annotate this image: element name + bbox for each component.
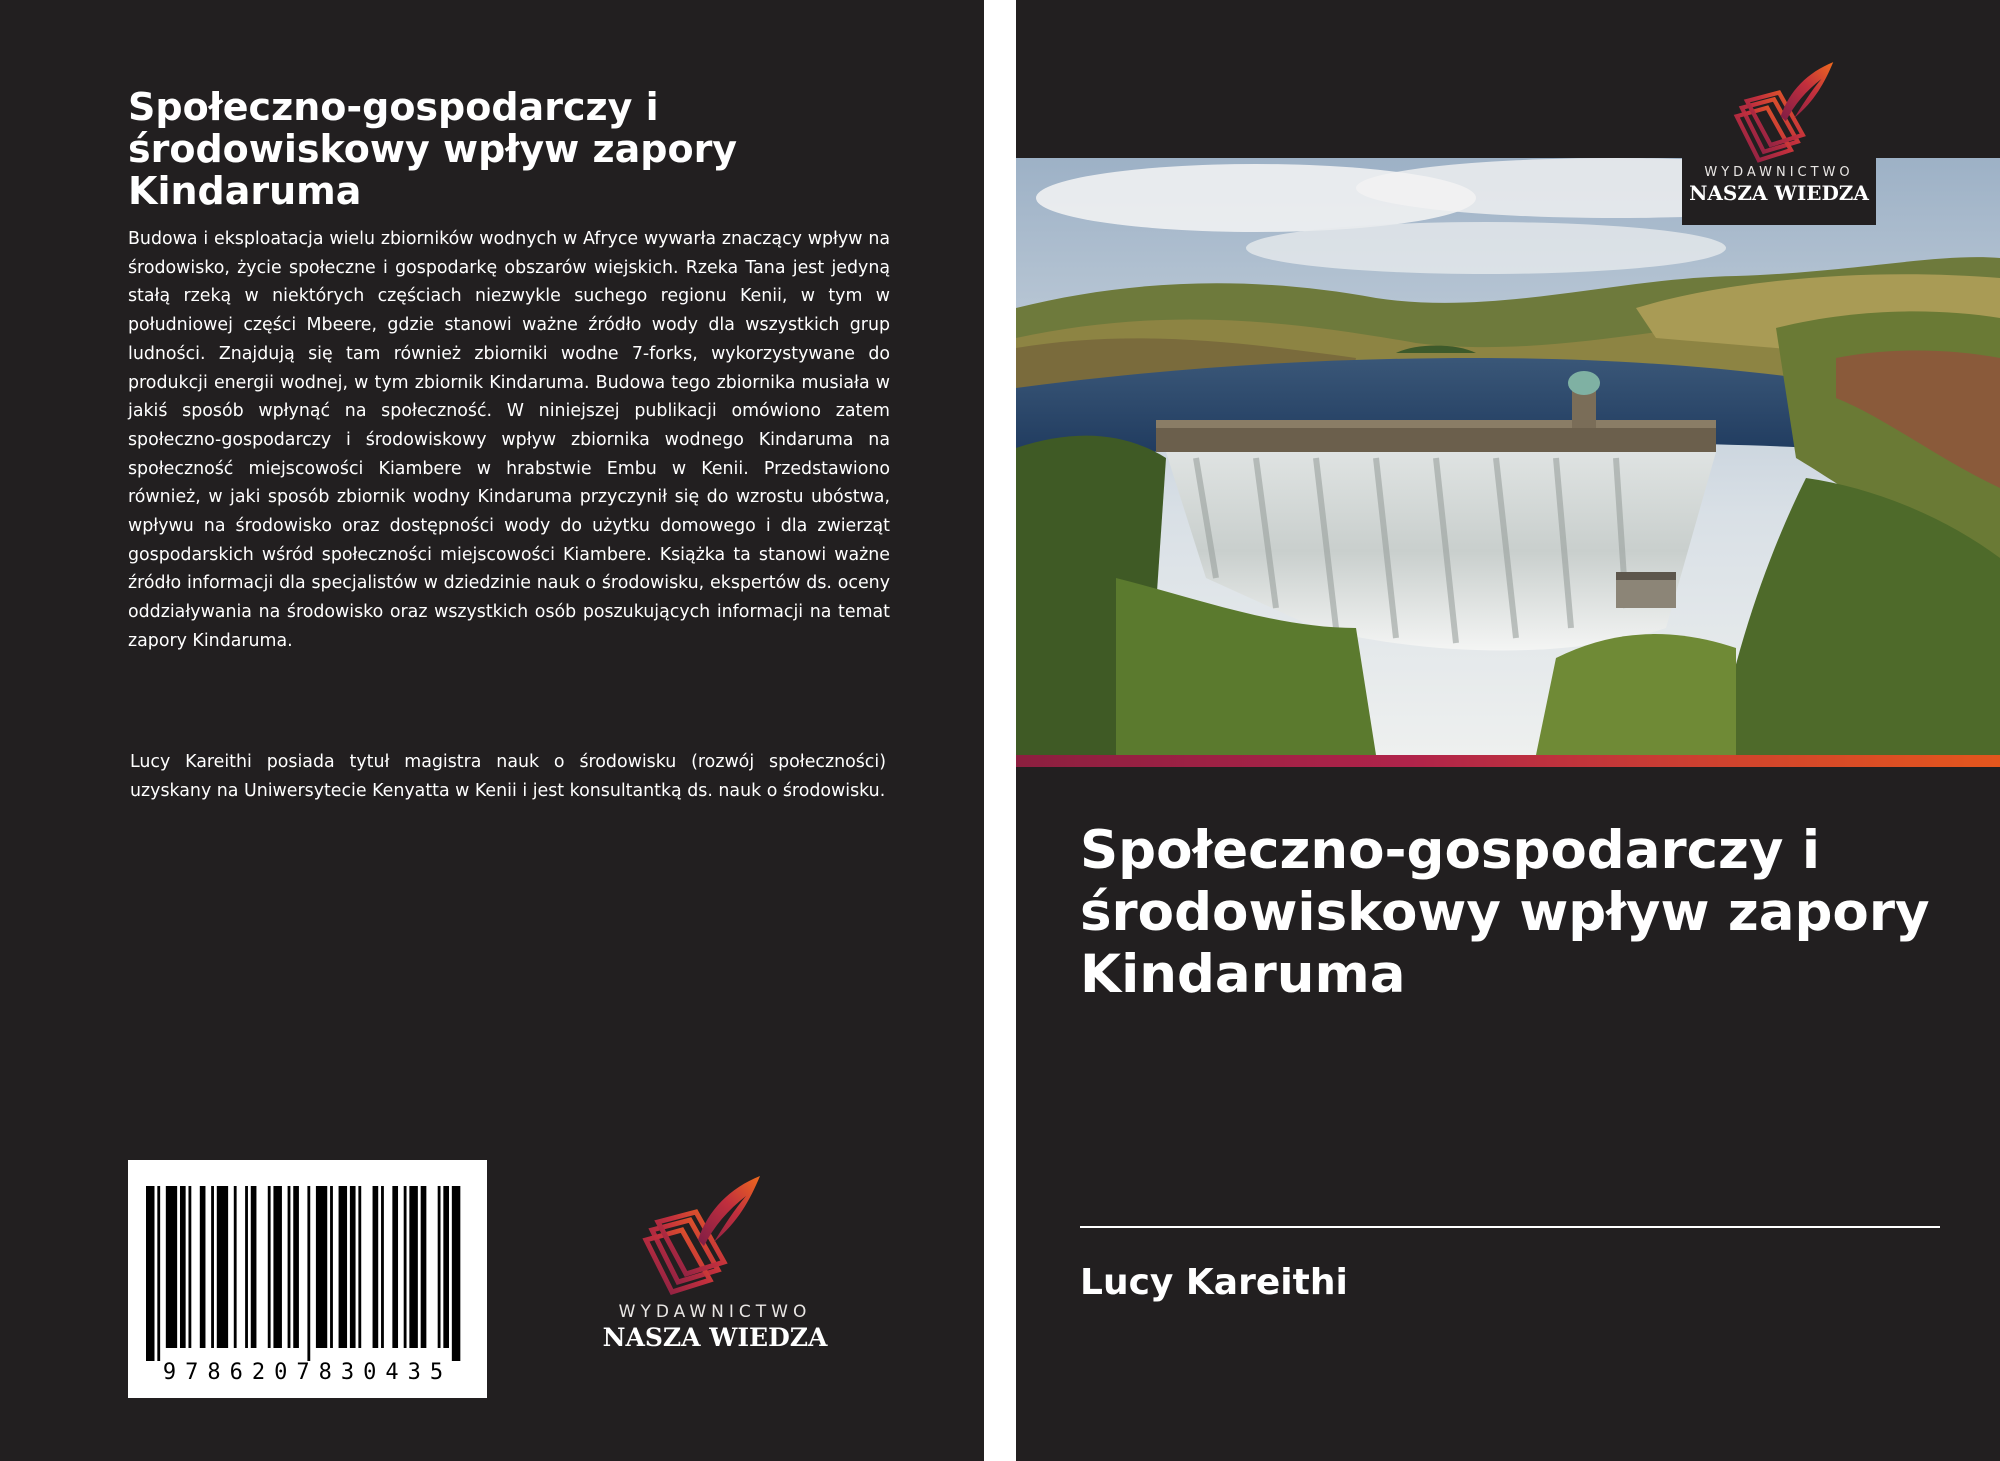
barcode-bar <box>234 1186 237 1348</box>
publisher-logo-line2: NASZA WIEDZA <box>1689 181 1869 205</box>
author-name: Lucy Kareithi <box>1080 1262 1348 1303</box>
barcode-bar <box>381 1186 384 1348</box>
isbn-barcode <box>128 1160 487 1398</box>
barcode-bar <box>330 1186 333 1348</box>
barcode-bar <box>166 1186 177 1348</box>
barcode-bar <box>268 1186 271 1348</box>
barcode-bar <box>211 1186 214 1348</box>
front-cover-title: Społeczno-gospodarczy i środowiskowy wpływ zapory Kindaruma <box>1080 820 1930 1005</box>
barcode-bar <box>358 1186 361 1348</box>
publisher-logo-line1: WYDAWNICTWO <box>1704 165 1854 180</box>
publisher-logo-front <box>1682 55 1876 225</box>
barcode-bar <box>200 1186 206 1348</box>
barcode-bars <box>146 1186 466 1361</box>
book-quill-icon <box>1730 57 1840 167</box>
barcode-bar <box>251 1186 257 1348</box>
barcode-bar <box>188 1186 191 1348</box>
barcode-bar <box>157 1186 160 1361</box>
barcode-digits: 9786207830435 <box>162 1360 453 1385</box>
front-cover <box>1016 0 2000 1461</box>
back-cover-title: Społeczno-gospodarczy i środowiskowy wpływ zapory Kindaruma <box>128 85 738 213</box>
barcode-bar <box>438 1186 441 1348</box>
title-divider <box>1080 1226 1940 1228</box>
barcode-bar <box>293 1186 299 1348</box>
publisher-logo-back <box>570 1170 860 1360</box>
barcode-bar <box>288 1186 291 1348</box>
barcode-bar <box>409 1186 417 1348</box>
publisher-logo-line2: NASZA WIEDZA <box>602 1323 828 1352</box>
barcode-bar <box>146 1186 154 1361</box>
barcode-bar <box>217 1186 228 1348</box>
back-cover <box>0 0 984 1461</box>
barcode-bar <box>373 1186 379 1348</box>
author-bio: Lucy Kareithi posiada tytuł magistra nauk o środowisku (rozwój społeczności) uzyskany na Uniwersytecie Kenyatta w Kenii i jest konsultantką ds. nauk o środowisku. <box>130 752 886 801</box>
barcode-bar <box>339 1186 347 1348</box>
barcode-bar <box>404 1186 407 1348</box>
barcode-bar <box>307 1186 310 1361</box>
barcode-bar <box>273 1186 281 1348</box>
barcode-bar <box>316 1186 327 1348</box>
publisher-logo-line1: WYDAWNICTWO <box>618 1302 812 1322</box>
barcode-bar <box>180 1186 186 1348</box>
barcode-bar <box>443 1186 449 1348</box>
barcode-bar <box>350 1186 356 1348</box>
barcode-bar <box>245 1186 248 1348</box>
cover-photo-dam <box>1016 158 2000 755</box>
back-cover-blurb: Budowa i eksploatacja wielu zbiorników wodnych w Afryce wywarła znaczący wpływ na środowisko, życie społeczne i gospodarkę obszarów wiejskich. Rzeka Tana jest jedyną stałą rzeką w niektórych częściach niezwykle suchego regionu Kenii, w tym w południowej części Mbeere, gdzie stanowi ważne źródło wody dla wszystkich grup ludności. Znajdują się tam również zbiorniki wodne 7-forks, wykorzystywane do produkcji energii wodnej, w tym zbiornik Kindaruma. Budowa tego zbiornika musiała w jakiś sposób wpłynąć na społeczność. W niniejszej publikacji omówiono zatem społeczno-gospodarczy i środowiskowy wpływ zbiornika wodnego Kindaruma na społeczność miejscowości Kiambere w hrabstwie Embu w Kenii. Przedstawiono również, w jaki sposób zbiornik wodny Kindaruma przyczynił się do wzrostu ubóstwa, wpływu na środowisko oraz dostępności wody do użytku domowego i dla zwierząt gospodarskich wśród społeczności miejscowości Kiambere. Książka ta stanowi ważne źródło informacji dla specjalistów w dziedzinie nauk o środowisku, ekspertów ds. oceny oddziaływania na środowisko oraz wszystkich osób poszukujących informacji na temat zapory Kindaruma. <box>128 229 890 651</box>
barcode-bar <box>421 1186 427 1348</box>
barcode-bar <box>392 1186 398 1348</box>
barcode-bar <box>452 1186 460 1361</box>
accent-bar <box>1016 755 2000 767</box>
book-quill-icon <box>638 1170 768 1300</box>
